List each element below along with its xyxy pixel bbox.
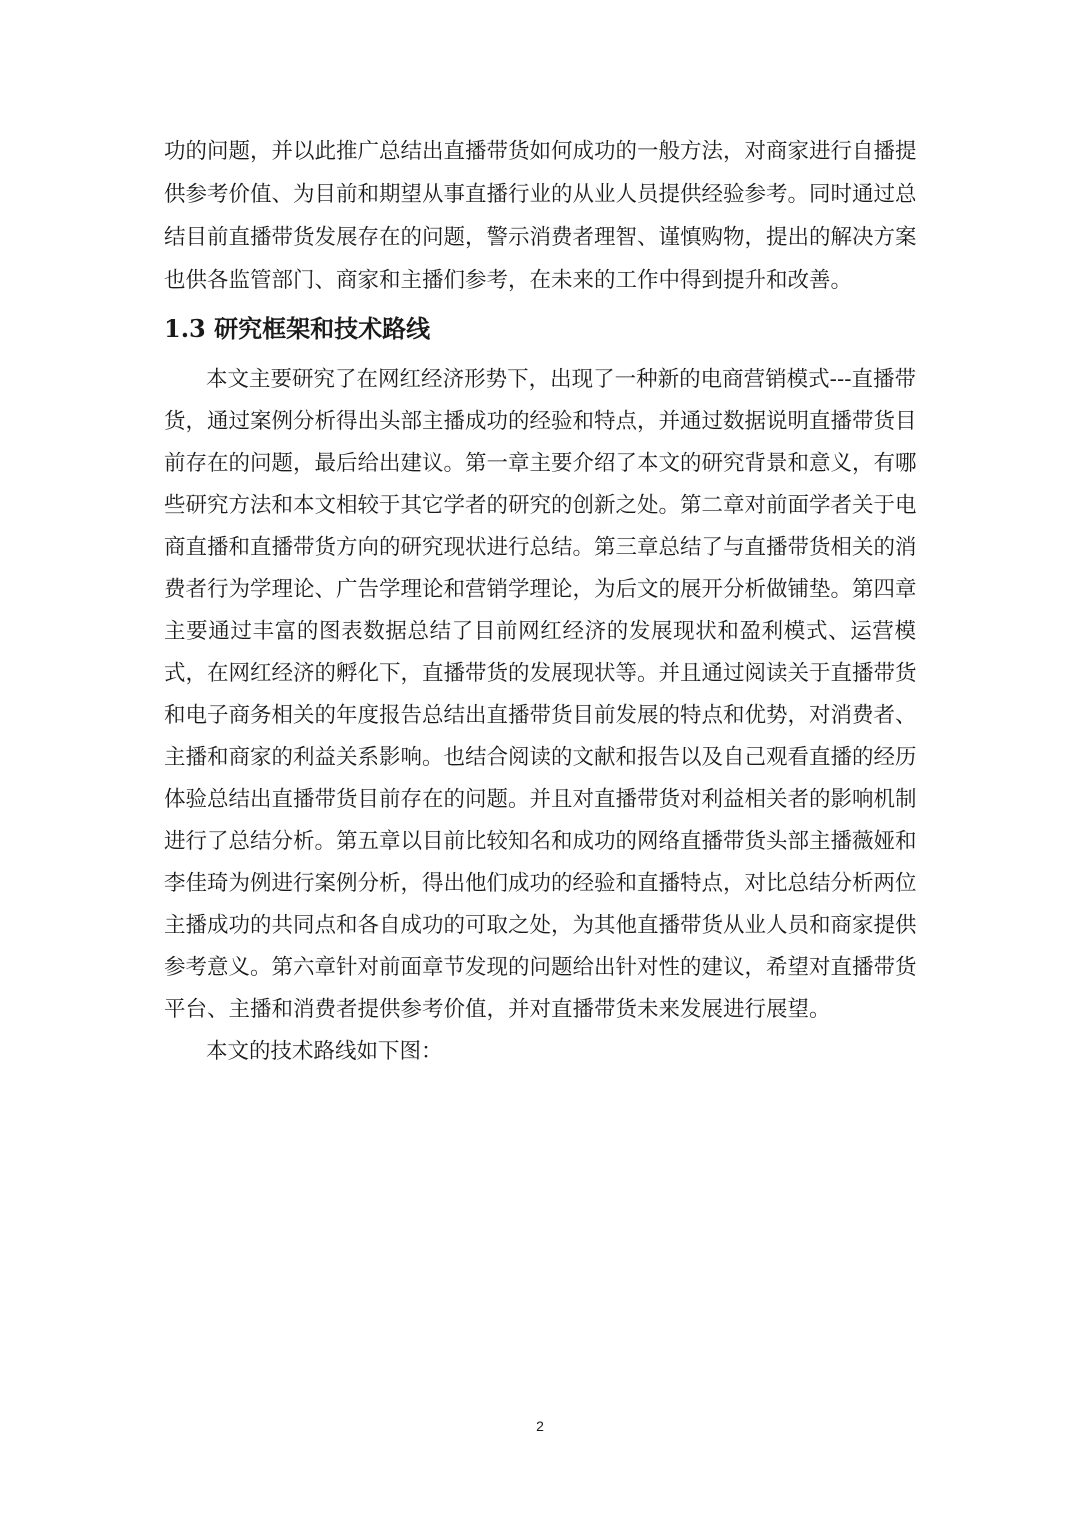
text-line: 功的问题，并以此推广总结出直播带货如何成功的一般方法，对商家进行自播提 <box>164 139 917 164</box>
text-line: 本文的技术路线如下图： <box>206 1039 443 1064</box>
text-line: 和电子商务相关的年度报告总结出直播带货目前发展的特点和优势，对消费者、 <box>164 703 917 728</box>
text-line: 本文主要研究了在网红经济形势下，出现了一种新的电商营销模式---直播带 <box>206 367 916 392</box>
text-line: 费者行为学理论、广告学理论和营销学理论，为后文的展开分析做铺垫。第四章 <box>164 577 917 602</box>
text-line: 主要通过丰富的图表数据总结了目前网红经济的发展现状和盈利模式、运营模 <box>164 619 916 644</box>
text-line: 货，通过案例分析得出头部主播成功的经验和特点，并通过数据说明直播带货目 <box>164 409 917 434</box>
text-line: 式，在网红经济的孵化下，直播带货的发展现状等。并且通过阅读关于直播带货 <box>164 661 917 686</box>
text-line: 也供各监管部门、商家和主播们参考，在未来的工作中得到提升和改善。 <box>164 268 853 293</box>
text-line: 供参考价值、为目前和期望从事直播行业的从业人员提供经验参考。同时通过总 <box>164 182 917 207</box>
text-line: 体验总结出直播带货目前存在的问题。并且对直播带货对利益相关者的影响机制 <box>164 787 917 812</box>
text-line: 平台、主播和消费者提供参考价值，并对直播带货未来发展进行展望。 <box>164 997 831 1022</box>
text-line: 进行了总结分析。第五章以目前比较知名和成功的网络直播带货头部主播薇娅和 <box>164 829 917 854</box>
text-line: 商直播和直播带货方向的研究现状进行总结。第三章总结了与直播带货相关的消 <box>164 535 917 560</box>
section-heading: 1.3 研究框架和技术路线 <box>164 314 431 343</box>
text-line: 结目前直播带货发展存在的问题，警示消费者理智、谨慎购物，提出的解决方案 <box>164 225 917 250</box>
text-line: 李佳琦为例进行案例分析，得出他们成功的经验和直播特点，对比总结分析两位 <box>164 871 917 896</box>
text-line: 些研究方法和本文相较于其它学者的研究的创新之处。第二章对前面学者关于电 <box>164 493 917 518</box>
page-number: 2 <box>536 1418 544 1434</box>
text-line: 主播和商家的利益关系影响。也结合阅读的文献和报告以及自己观看直播的经历 <box>164 745 917 770</box>
text-line: 前存在的问题，最后给出建议。第一章主要介绍了本文的研究背景和意义，有哪 <box>164 451 917 476</box>
text-line: 参考意义。第六章针对前面章节发现的问题给出针对性的建议，希望对直播带货 <box>164 955 917 980</box>
text-line: 主播成功的共同点和各自成功的可取之处，为其他直播带货从业人员和商家提供 <box>164 913 917 938</box>
